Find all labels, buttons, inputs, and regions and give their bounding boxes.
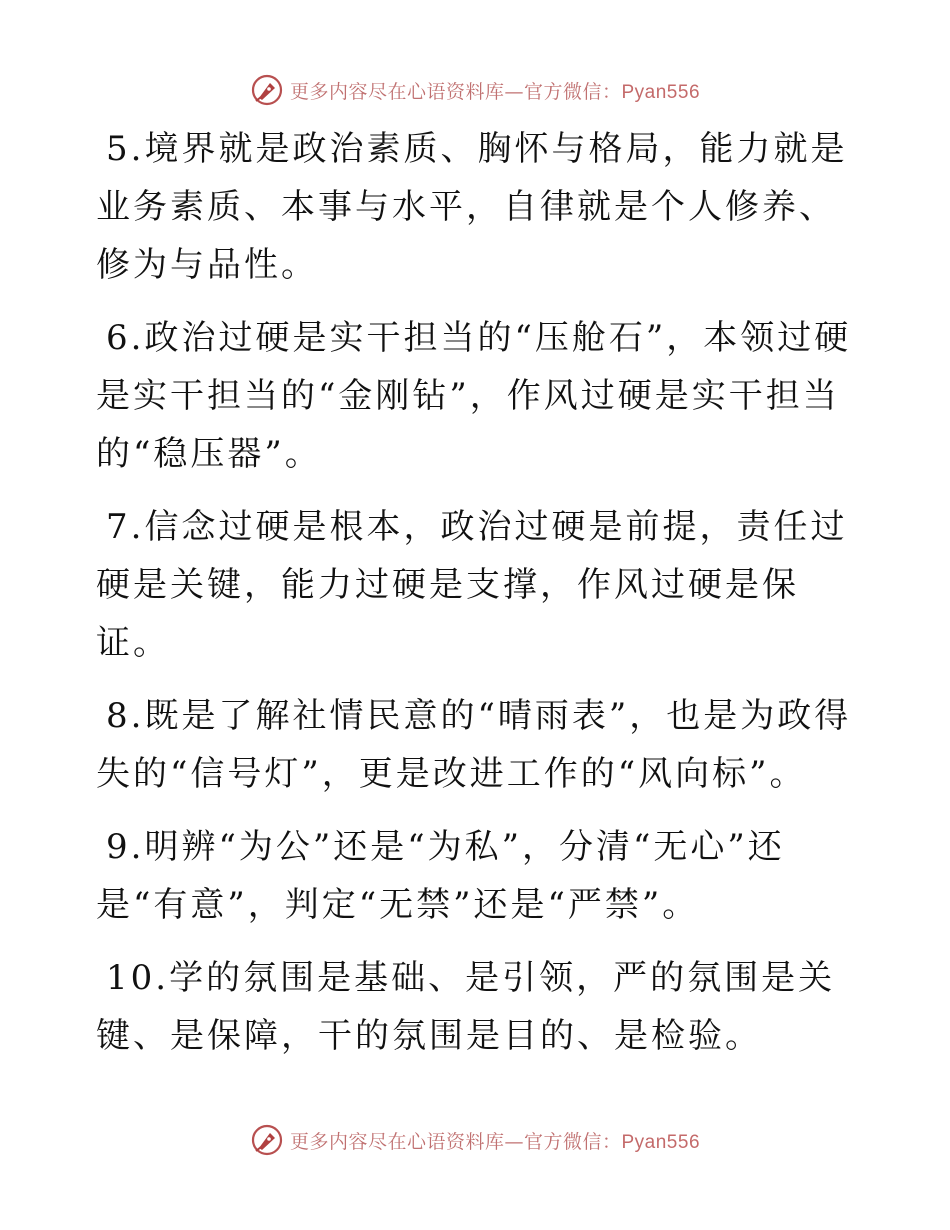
paragraph-9: 9.明辨“为公”还是“为私”，分清“无心”还是“有意”，判定“无禁”还是“严禁”。: [96, 827, 785, 925]
document-body: [96, 120, 856, 1080]
footer-watermark: [0, 1120, 950, 1160]
paragraph-7: 7.信念过硬是根本，政治过硬是前提，责任过硬是关键，能力过硬是支撑，作风过硬是保证。: [96, 507, 848, 663]
watermark-text: [290, 77, 700, 104]
fountain-pen-nib-icon: [250, 1123, 284, 1157]
watermark-label: 更多内容尽在心语资料库—官方微信：: [289, 1130, 622, 1153]
wechat-id: Pyan556: [621, 1131, 701, 1153]
wechat-id: Pyan556: [621, 81, 701, 103]
header-watermark: [0, 70, 950, 110]
watermark-text: [290, 1127, 700, 1154]
paragraph-5: 5.境界就是政治素质、胸怀与格局，能力就是业务素质、本事与水平，自律就是个人修养、修为与品性。: [96, 129, 848, 285]
fountain-pen-nib-icon: [250, 73, 284, 107]
paragraph-8: 8.既是了解社情民意的“晴雨表”，也是为政得失的“信号灯”，更是改进工作的“风向标”。: [96, 696, 852, 794]
paragraph-6: 6.政治过硬是实干担当的“压舱石”，本领过硬是实干担当的“金刚钻”，作风过硬是实干担当的“稳压器”。: [96, 318, 852, 474]
paragraph-10: 10.学的氛围是基础、是引领，严的氛围是关键、是保障，干的氛围是目的、是检验。: [96, 958, 836, 1056]
watermark-label: 更多内容尽在心语资料库—官方微信：: [289, 80, 622, 103]
